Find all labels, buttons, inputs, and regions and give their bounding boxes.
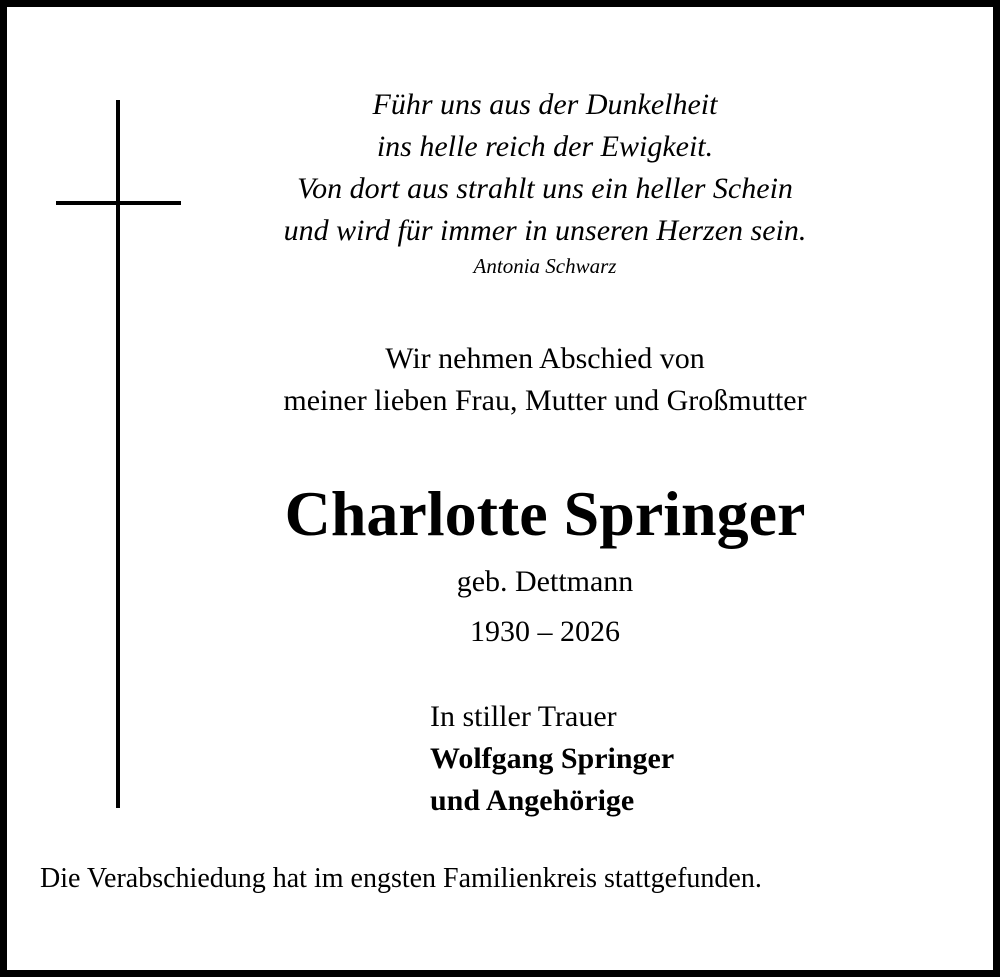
poem-line: und wird für immer in unseren Herzen sein.: [283, 214, 807, 247]
poem: [100, 84, 990, 252]
mourner-name: und Angehörige: [430, 784, 635, 817]
intro-line: meiner lieben Frau, Mutter und Großmutter: [283, 384, 807, 417]
poem-line: Führ uns aus der Dunkelheit: [372, 88, 718, 121]
footer-note: Die Verabschiedung hat im engsten Familienkreis stattgefunden.: [40, 863, 762, 894]
mourners-heading: In stiller Trauer: [430, 700, 617, 733]
deceased-name: Charlotte Springer: [284, 478, 806, 549]
mourner-name: Wolfgang Springer: [430, 742, 675, 775]
poem-author: Antonia Schwarz: [473, 254, 617, 278]
maiden-name: geb. Dettmann: [456, 565, 634, 598]
poem-line: Von dort aus strahlt uns ein heller Schein: [297, 172, 793, 205]
intro-text: [100, 338, 990, 422]
intro-line: Wir nehmen Abschied von: [385, 342, 705, 375]
poem-line: ins helle reich der Ewigkeit.: [376, 130, 714, 163]
mourners-block: [430, 696, 930, 822]
life-dates: 1930 – 2026: [470, 615, 620, 648]
